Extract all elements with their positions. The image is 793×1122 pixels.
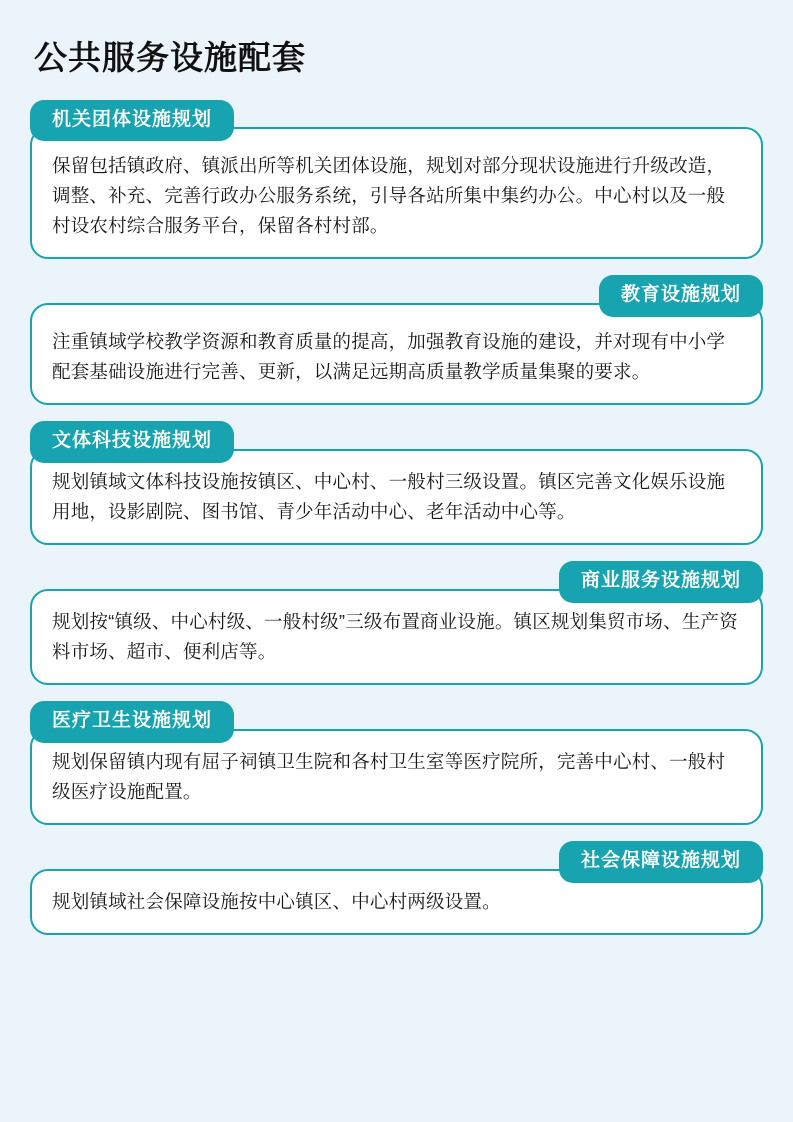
section-heading-culture-sports-tech: 文体科技设施规划 [30,421,234,463]
section-heading-education: 教育设施规划 [599,275,763,317]
section-body-culture-sports-tech: 规划镇域文体科技设施按镇区、中心村、一般村三级设置。镇区完善文化娱乐设施用地，设影剧院、图书馆、青少年活动中心、老年活动中心等。 [30,449,763,545]
section-heading-social-security: 社会保障设施规划 [559,841,763,883]
section-heading-medical: 医疗卫生设施规划 [30,701,234,743]
section-heading-commercial: 商业服务设施规划 [559,561,763,603]
section-body-education: 注重镇域学校教学资源和教育质量的提高，加强教育设施的建设，并对现有中小学配套基础设施进行完善、更新，以满足远期高质量教学质量集聚的要求。 [30,303,763,405]
page-title: 公共服务设施配套 [34,39,306,76]
section-commercial-service-facilities [30,561,763,685]
section-heading-government: 机关团体设施规划 [30,100,234,142]
section-medical-health-facilities [30,701,763,825]
section-body-social-security: 规划镇域社会保障设施按中心镇区、中心村两级设置。 [30,869,763,935]
section-body-medical: 规划保留镇内现有屈子祠镇卫生院和各村卫生室等医疗院所，完善中心村、一般村级医疗设施配置。 [30,729,763,825]
section-body-commercial: 规划按“镇级、中心村级、一般村级”三级布置商业设施。镇区规划集贸市场、生产资料市场、超市、便利店等。 [30,589,763,685]
section-government-facilities [30,100,763,260]
section-social-security-facilities [30,841,763,935]
section-culture-sports-tech-facilities [30,421,763,545]
section-body-government: 保留包括镇政府、镇派出所等机关团体设施，规划对部分现状设施进行升级改造，调整、补充、完善行政办公服务系统，引导各站所集中集约办公。中心村以及一般村设农村综合服务平台，保留各村村部。 [30,127,763,259]
section-education-facilities [30,275,763,405]
